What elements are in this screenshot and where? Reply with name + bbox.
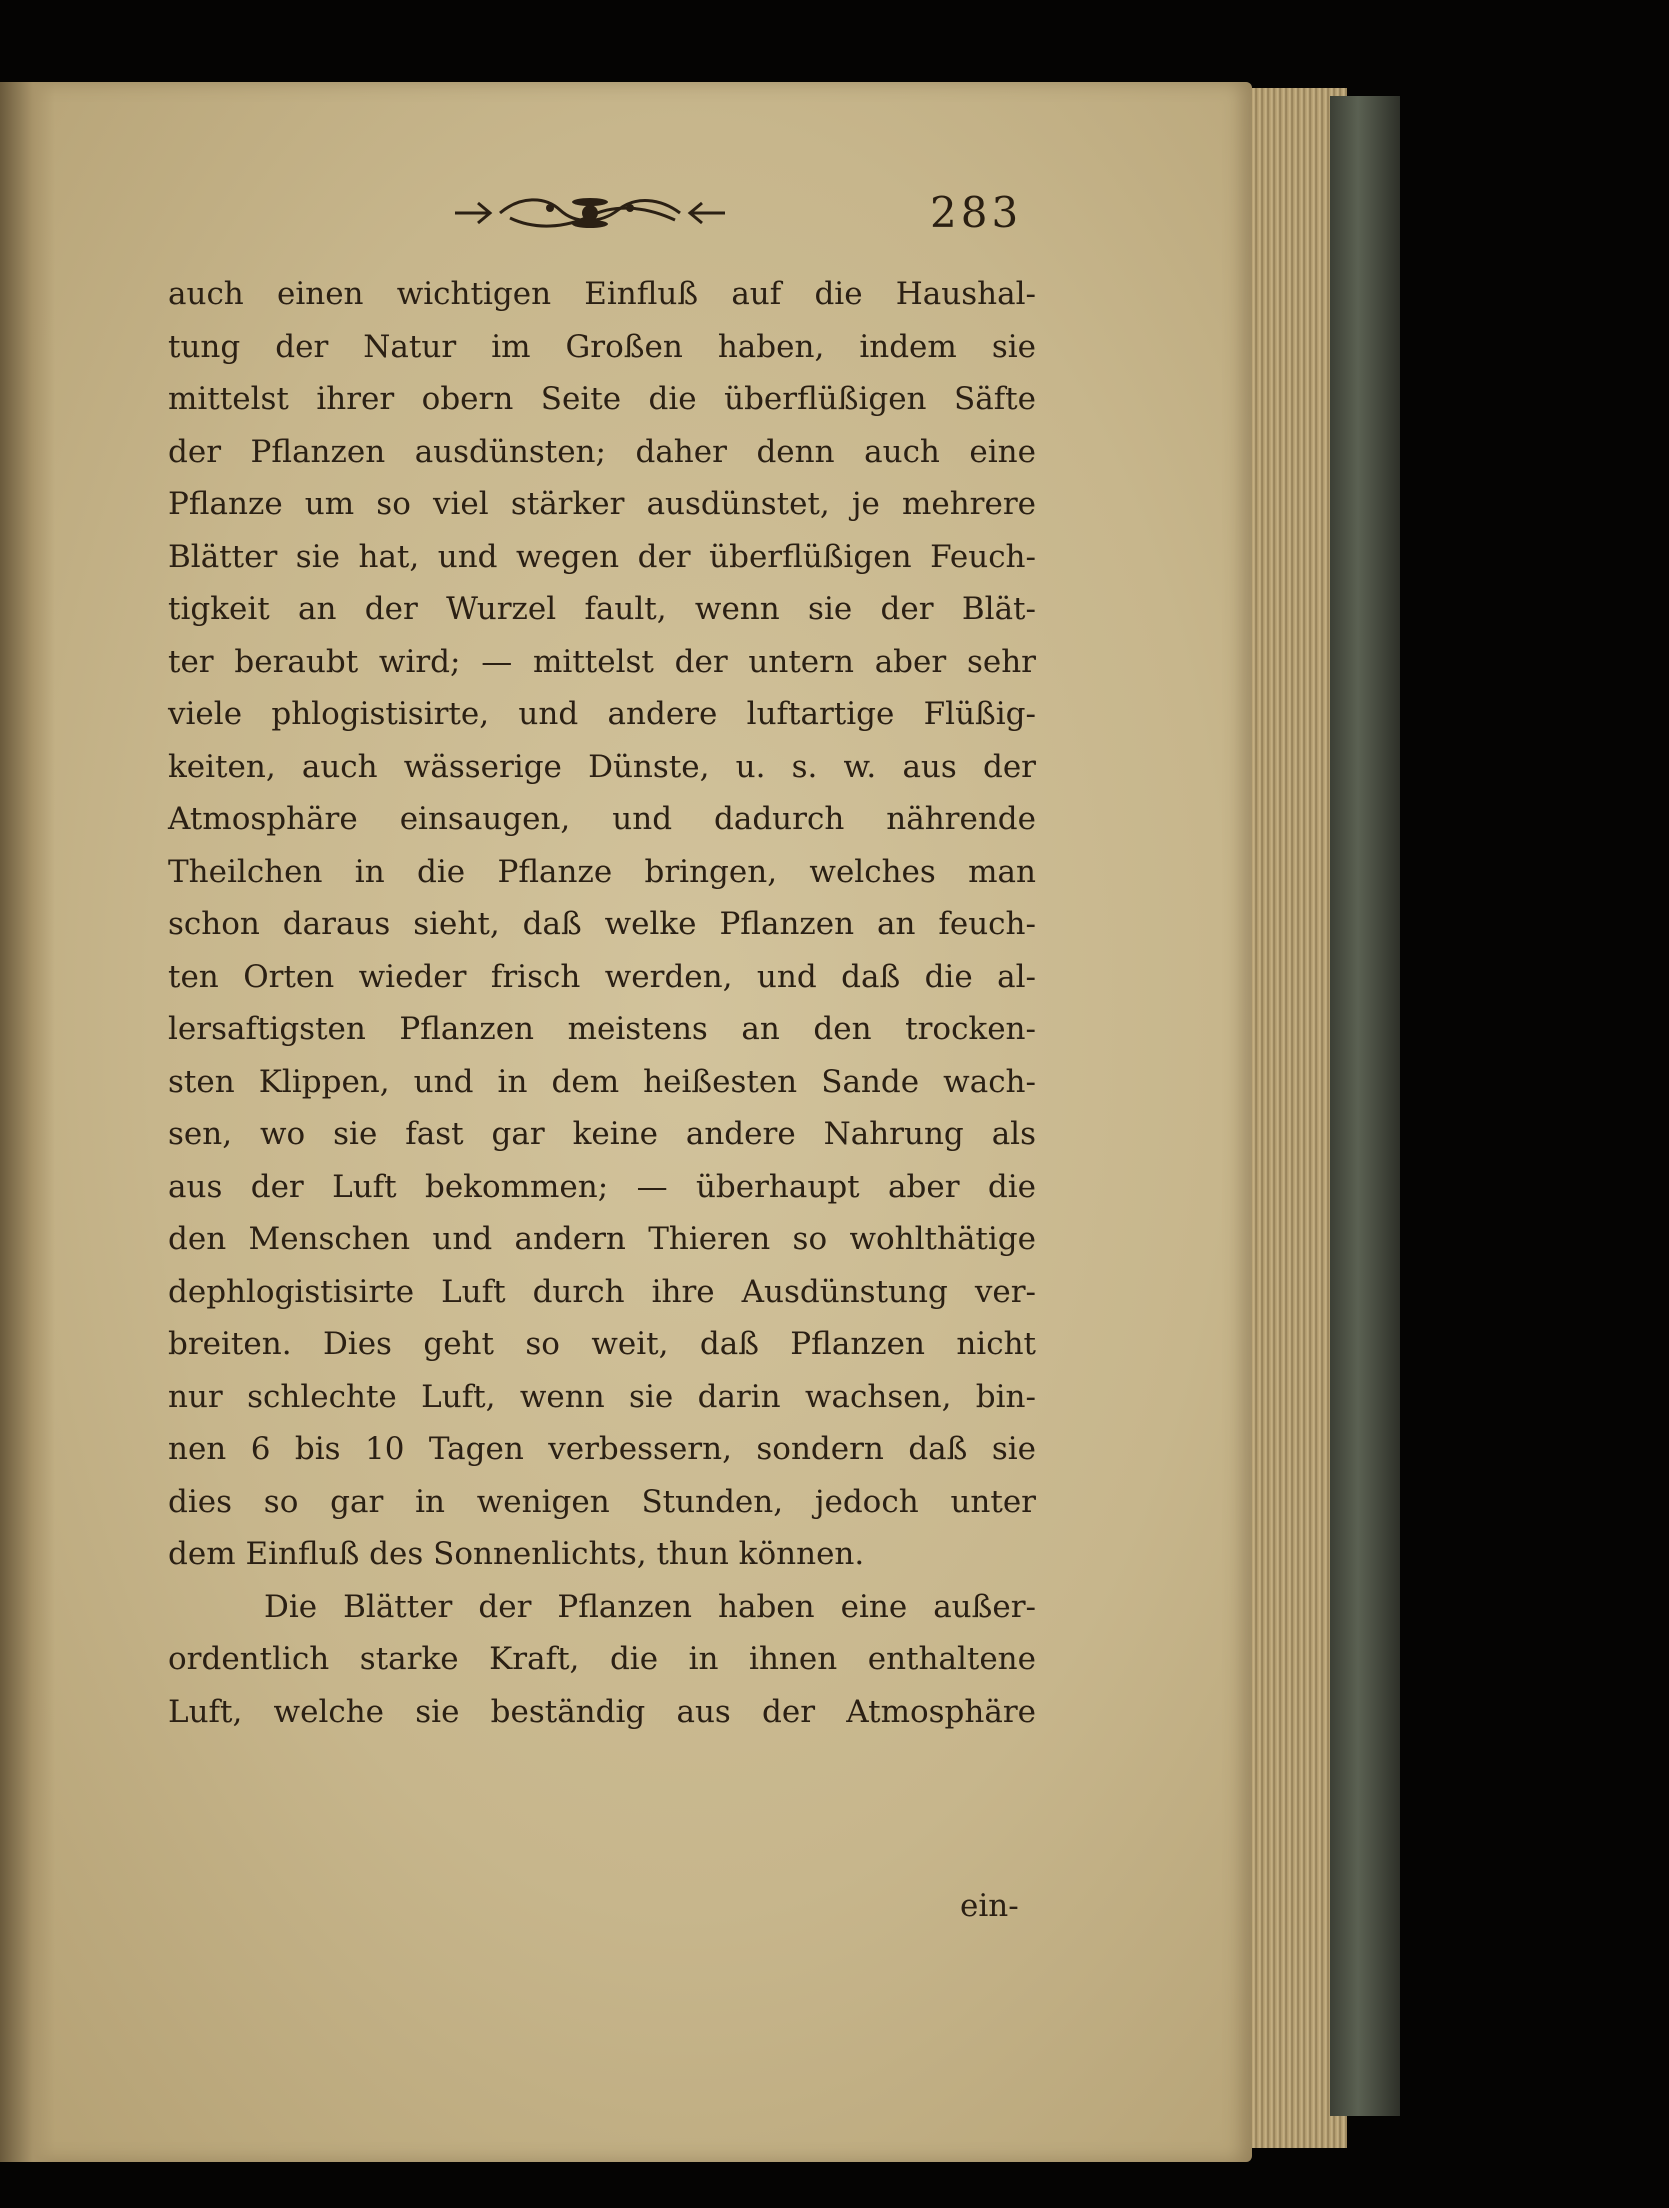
text-line: lersaftigsten Pflanzen meistens an den trocken- — [168, 1011, 1036, 1047]
text-line: Blätter sie hat, und wegen der überflüßigen Feuch- — [168, 538, 1036, 575]
text-line: tigkeit an der Wurzel fault, wenn sie der Blät- — [168, 591, 1036, 627]
body-text — [168, 268, 1036, 1738]
text-line: Atmosphäre einsaugen, und dadurch nährende — [168, 801, 1036, 837]
text-line: Die Blätter der Pflanzen haben eine außer- — [264, 1588, 1036, 1625]
text-line: tung der Natur im Großen haben, indem sie — [168, 328, 1036, 365]
text-line: nen 6 bis 10 Tagen verbessern, sondern daß sie — [168, 1431, 1036, 1467]
text-line: mittelst ihrer obern Seite die überflüßigen Säfte — [168, 381, 1036, 417]
text-line: ter beraubt wird; — mittelst der untern aber sehr — [168, 643, 1036, 680]
catchword: ein- — [960, 1888, 1019, 1924]
text-line: Luft, welche sie beständig aus der Atmosphäre — [168, 1693, 1036, 1730]
text-line: dem Einfluß des Sonnenlichts, thun können. — [168, 1536, 865, 1572]
text-line: Pflanze um so viel stärker ausdünstet, je mehrere — [168, 486, 1036, 522]
text-line: auch einen wichtigen Einfluß auf die Haushal- — [168, 276, 1036, 312]
text-line: dephlogistisirte Luft durch ihre Ausdünstung ver- — [168, 1273, 1036, 1310]
text-line: ten Orten wieder frisch werden, und daß die al- — [168, 958, 1036, 995]
text-line: breiten. Dies geht so weit, daß Pflanzen nicht — [168, 1326, 1036, 1362]
text-line: nur schlechte Luft, wenn sie darin wachsen, bin- — [168, 1378, 1036, 1415]
text-line: ordentlich starke Kraft, die in ihnen enthaltene — [168, 1641, 1036, 1677]
text-line: viele phlogistisirte, und andere luftartige Flüßig- — [168, 696, 1036, 732]
text-line: aus der Luft bekommen; — überhaupt aber die — [168, 1168, 1036, 1205]
text-line: der Pflanzen ausdünsten; daher denn auch eine — [168, 433, 1036, 470]
text-line: dies so gar in wenigen Stunden, jedoch unter — [168, 1483, 1036, 1520]
page-gutter — [0, 82, 55, 2162]
book-cover-edge — [1330, 96, 1400, 2116]
text-line: sten Klippen, und in dem heißesten Sande wach- — [168, 1063, 1036, 1100]
text-line: sen, wo sie fast gar keine andere Nahrung als — [168, 1116, 1036, 1152]
header-ornament-icon — [450, 188, 730, 238]
text-line: keiten, auch wässerige Dünste, u. s. w. aus der — [168, 748, 1036, 785]
text-line: Theilchen in die Pflanze bringen, welches man — [168, 853, 1036, 890]
text-line: den Menschen und andern Thieren so wohlthätige — [168, 1221, 1036, 1257]
page-number: 283 — [930, 188, 1023, 237]
text-line: schon daraus sieht, daß welke Pflanzen an feuch- — [168, 906, 1036, 942]
